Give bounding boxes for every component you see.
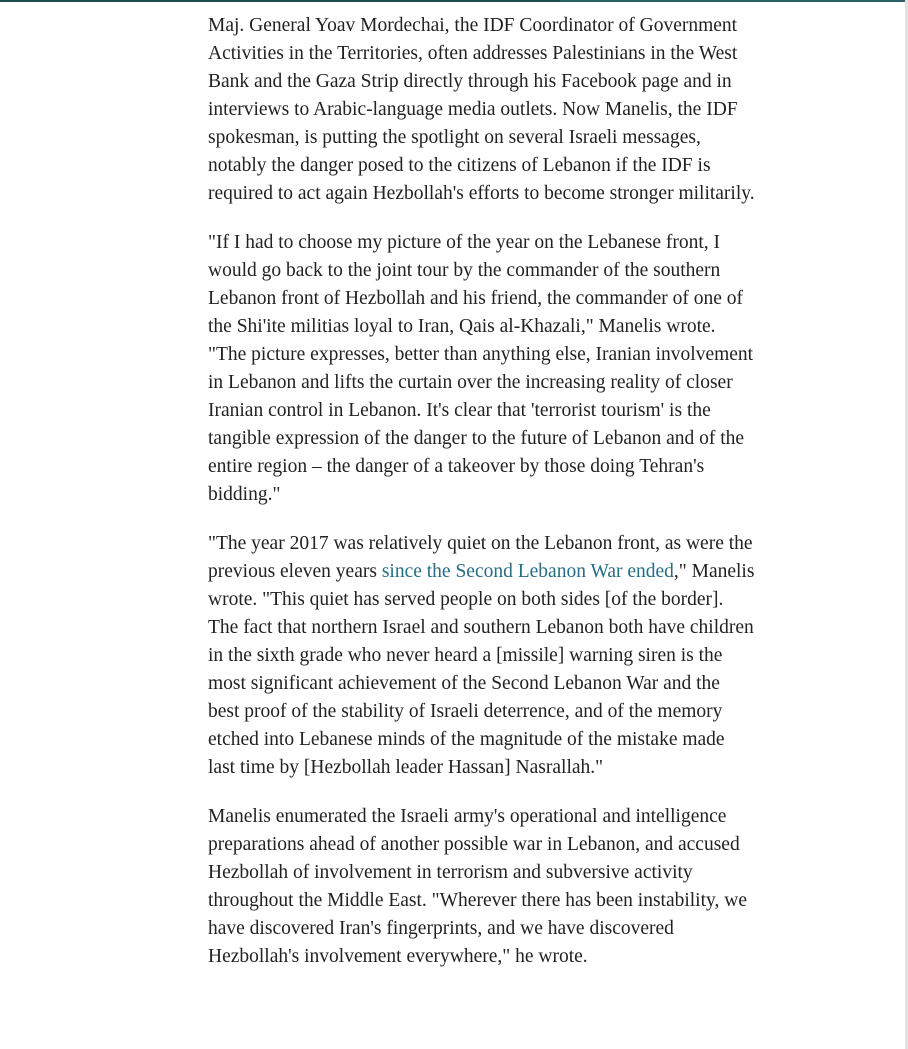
article-paragraph-3 [208, 530, 756, 782]
article-paragraph-1: Maj. General Yoav Mordechai, the IDF Coordinator of Government Activities in the Territories, often addresses Palestinians in the West Bank and the Gaza Strip directly through his Facebook page and in interviews to Arabic-language media outlets. Now Manelis, the IDF spokesman, is putting the spotlight on several Israeli messages, notably the danger posed to the citizens of Lebanon if the IDF is required to act again Hezbollah's efforts to become stronger militarily. [208, 15, 755, 204]
article-paragraph-2: "If I had to choose my picture of the year on the Lebanese front, I would go back to the joint tour by the commander of the southern Lebanon front of Hezbollah and his friend, the commander of one of the Shi'ite militias loyal to Iran, Qais al-Khazali," Manelis wrote. "The picture expresses, better than anything else, Iranian involvement in Lebanon and lifts the curtain over the increasing reality of closer Iranian control in Lebanon. It's clear that 'terrorist tourism' is the tangible expression of the danger to the future of Lebanon and of the entire region – the danger of a takeover by those doing Tehran's bidding." [208, 232, 754, 505]
second-lebanon-war-link[interactable]: since the Second Lebanon War ended [381, 561, 674, 582]
paragraph-3-text-before: "The year 2017 was relatively quiet on the Lebanon front, as were the previous eleven years [208, 533, 753, 582]
article-paragraph-4: Manelis enumerated the Israeli army's operational and intelligence preparations ahead of another possible war in Lebanon, and accused Hezbollah of involvement in terrorism and subversive activity throughout the Middle East. "Wherever there has been instability, we have discovered Iran's fingerprints, and we have discovered Hezbollah's involvement everywhere," he wrote. [208, 806, 747, 967]
top-divider-accent [560, 0, 908, 2]
paragraph-3-text-after: ," Manelis wrote. "This quiet has served people on both sides [of the border]. The fact that northern Israel and southern Lebanon both have children in the sixth grade who never heard a [missile] warning siren is the most significant achievement of the Second Lebanon War and the best proof of the stability of Israeli deterrence, and of the memory etched into Lebanese minds of the magnitude of the mistake made last time by [Hezbollah leader Hassan] Nasrallah." [208, 561, 755, 778]
article-body [208, 12, 756, 992]
